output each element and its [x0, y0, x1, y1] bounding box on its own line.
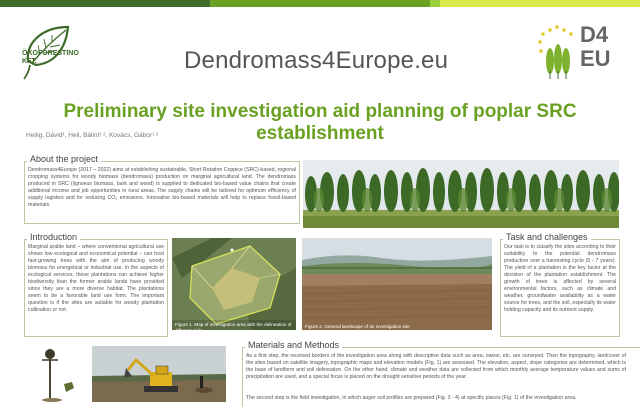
top-bar-segment — [0, 0, 210, 7]
top-bar-segment — [210, 0, 430, 7]
methods-body-continued: The second step is the field investigation, in which auger soil profiles are prepared (Fig. 3 - 4) at specific places (Fig. 1) of the investigation area. — [246, 395, 577, 401]
soil-auger-photo — [28, 346, 78, 402]
figure2-caption: Figure 2. General landscape of an investigation site — [305, 324, 410, 329]
methods-heading: Materials and Methods — [245, 340, 342, 350]
figure1-caption: Figure 1. Map of investigation area with the delineation of different soils — [175, 322, 292, 333]
author-list: Heilig, Dávid¹, Heil, Bálint¹ ², Kovács, Gábor¹ ² — [26, 132, 159, 139]
investigation-area-map — [172, 238, 296, 330]
top-bar-segment — [440, 0, 640, 7]
excavator-photo — [92, 346, 226, 402]
landscape-photo — [302, 238, 492, 330]
about-heading: About the project — [27, 154, 101, 164]
poster-title: Preliminary site investigation aid planning of poplar SRC establishment — [63, 101, 577, 144]
left-logo-text: ÖKOFORESTINO KFT. — [22, 50, 79, 65]
introduction-body: Marginal arable land – where conventional agricultural use shows low ecological and economical potential – can host fast-growing trees with the aim of producing woody biomass for energetical or industrial use. In the aspects of ecological services, these plantations can achieve higher biodiversity than the former arable lands have provided since they are a more diverse habitat. The plantations seem to be a favorable land use form. The important question is if the sites are suitable for woody plantation cultivation or not. — [28, 244, 164, 313]
introduction-heading: Introduction — [27, 232, 80, 242]
top-bar-segment — [430, 0, 440, 7]
methods-body: As a first step, the received borders of the investigation area along with descriptive data such as area, owner, etc. are surveyed. Then the topography, landcover of the sites based on satellite imagery, topographic maps and elevation models (Fig. 1) are assessed. The elevation, aspect, slope categories are determined, which is the base of landform and soil delineation. On the other hand, climate and weather data are collected from which monthly average temperature values and sums of precipitation are used, and a special focus is placed on the drought sensitive periods of the year. — [246, 353, 626, 380]
top-color-bar — [0, 0, 640, 7]
poplar-plantation-photo — [303, 160, 619, 228]
poster-header — [0, 7, 640, 87]
task-body: Our task is to classify the sites according to their suitability to the potential dendromass production over a harvesting cycle (5 - 7 years). The yield of a plantation is the key factor at the decision of the plantation establishment. The growth of trees is affected by several environmental factors, such as climate and weather, groundwater availability as a water source for trees, and the soil, especially its water holding capacity and its nutrient supply. — [504, 244, 616, 313]
about-body: Dendromass4Europe (2017 – 2022) aims at establishing sustainable, Short Rotation Coppice (SRC)-based, regional cropping systems for woody biomass (dendromass) production on marginal agricultural land. The dendromass produced in SRC (lignoeus biomass, bark and wood) is supplied to dedicated bio-based value chains that create additional income and job opportunities in rural areas. The supply chains will be tailored for optimum efficiency of supply logistics and for reducing CO₂ emissions. Innovative bio-based materials will help to replace fossil-based materials. — [28, 167, 296, 208]
task-heading: Task and challenges — [503, 232, 591, 242]
d4eu-logo-text: D4 EU — [580, 22, 611, 71]
site-title: Dendromass4Europe.eu — [184, 47, 449, 74]
